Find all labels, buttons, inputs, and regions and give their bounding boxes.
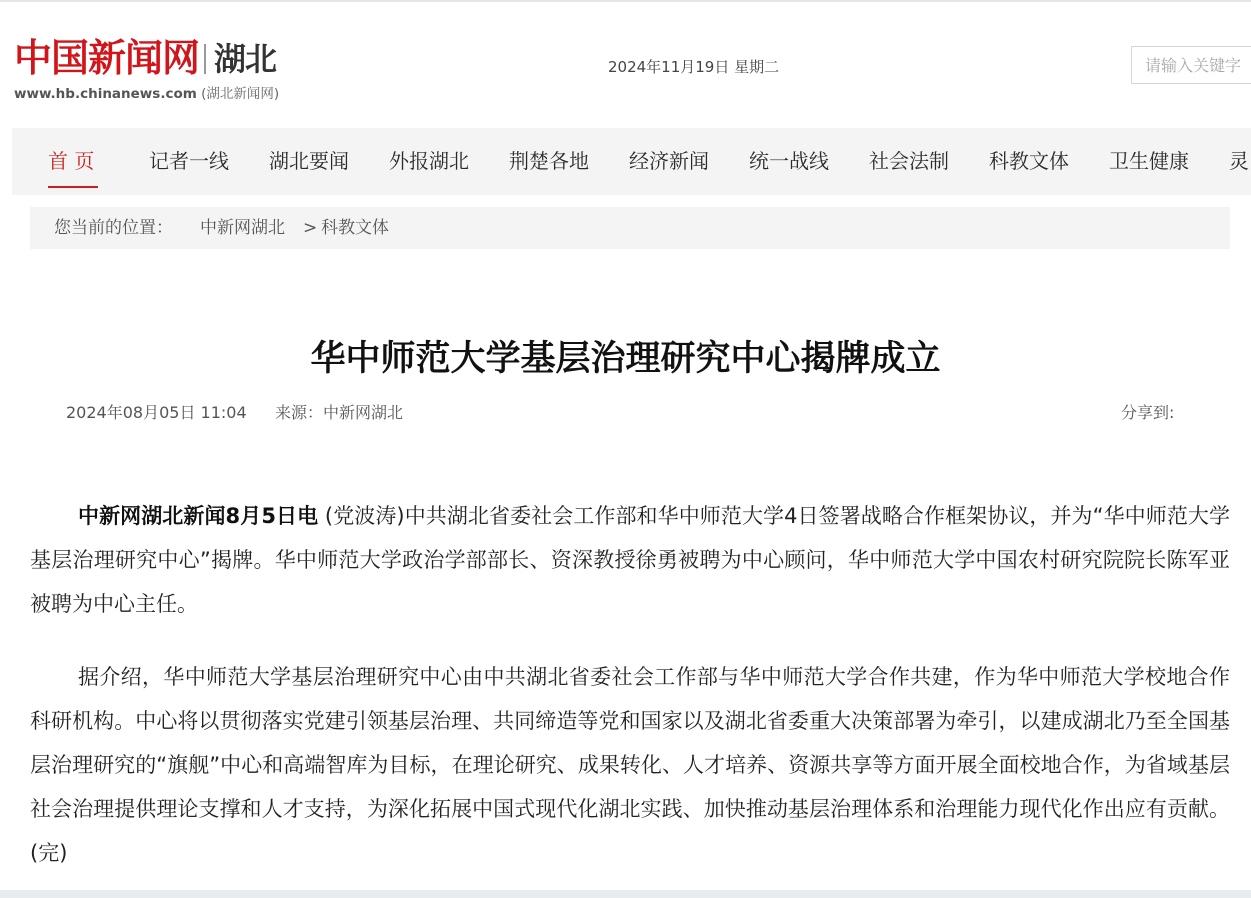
nav-item-hubei-news[interactable]: 湖北要闻 bbox=[269, 149, 349, 173]
nav-item-health[interactable]: 卫生健康 bbox=[1109, 149, 1189, 173]
search-input[interactable] bbox=[1132, 47, 1251, 83]
logo-chinanews-text: 中国新闻网 bbox=[14, 35, 200, 80]
nav-item-united-front[interactable]: 统一战线 bbox=[749, 149, 829, 173]
share-label: 分享到: bbox=[1121, 403, 1175, 422]
paragraph-1-body: (党波涛)中共湖北省委社会工作部和华中师范大学4日签署战略合作框架协议，并为“华中师范大学基层治理研究中心”揭牌。华中师范大学政治学部部长、资深教授徐勇被聘为中心顾问，华中师范大学中国农村研究院院长陈军亚被聘为中心主任。 bbox=[30, 504, 1230, 616]
article-paragraph-1 bbox=[30, 494, 1230, 626]
top-border bbox=[0, 0, 1251, 2]
nav-item-regions[interactable]: 荆楚各地 bbox=[509, 149, 589, 173]
nav-active-underline bbox=[48, 186, 98, 188]
search-box[interactable] bbox=[1131, 46, 1251, 84]
breadcrumb-current-link[interactable]: 科教文体 bbox=[321, 218, 389, 238]
breadcrumb-prefix: 您当前的位置： bbox=[54, 218, 173, 238]
nav-item-reporters[interactable]: 记者一线 bbox=[149, 149, 229, 173]
bottom-scroll-strip bbox=[0, 890, 1251, 898]
article-paragraph-2: 据介绍，华中师范大学基层治理研究中心由中共湖北省委社会工作部与华中师范大学合作共建，作为华中师范大学校地合作科研机构。中心将以贯彻落实党建引领基层治理、共同缔造等党和国家以及湖北省委重大决策部署为牵引，以建成湖北乃至全国基层治理研究的“旗舰”中心和高端智库为目标，在理论研究、成果转化、人才培养、资源共享等方面开展全面校地合作，为省域基层社会治理提供理论支撑和人才支持，为深化拓展中国式现代化湖北实践、加快推动基层治理体系和治理能力现代化作出应有贡献。(完) bbox=[30, 665, 1230, 865]
article-source: 来源：中新网湖北 bbox=[275, 403, 404, 422]
article-title: 华中师范大学基层治理研究中心揭牌成立 bbox=[310, 339, 941, 380]
nav-item-home[interactable]: 首 页 bbox=[48, 149, 95, 173]
site-logo[interactable] bbox=[14, 36, 304, 104]
breadcrumb-separator: > bbox=[303, 218, 318, 238]
logo-url-domain: www.hb.chinanews.com bbox=[14, 86, 197, 102]
nav-item-society-law[interactable]: 社会法制 bbox=[869, 149, 949, 173]
nav-item-external-reports[interactable]: 外报湖北 bbox=[389, 149, 469, 173]
nav-item-economy[interactable]: 经济新闻 bbox=[629, 149, 709, 173]
nav-item-truncated[interactable]: 灵 bbox=[1229, 149, 1249, 173]
breadcrumb bbox=[30, 207, 1230, 249]
dateline: 中新网湖北新闻8月5日电 bbox=[78, 504, 319, 528]
logo-url bbox=[14, 82, 279, 102]
article-datetime: 2024年08月05日 11:04 bbox=[66, 403, 247, 422]
main-nav bbox=[12, 128, 1251, 195]
breadcrumb-home-link[interactable]: 中新网湖北 bbox=[200, 218, 285, 238]
current-date: 2024年11月19日 星期二 bbox=[608, 58, 780, 76]
logo-divider bbox=[204, 44, 206, 74]
nav-item-education-culture[interactable]: 科教文体 bbox=[989, 149, 1069, 173]
logo-region-text: 湖北 bbox=[214, 40, 277, 78]
logo-url-name: (湖北新闻网) bbox=[201, 86, 280, 102]
